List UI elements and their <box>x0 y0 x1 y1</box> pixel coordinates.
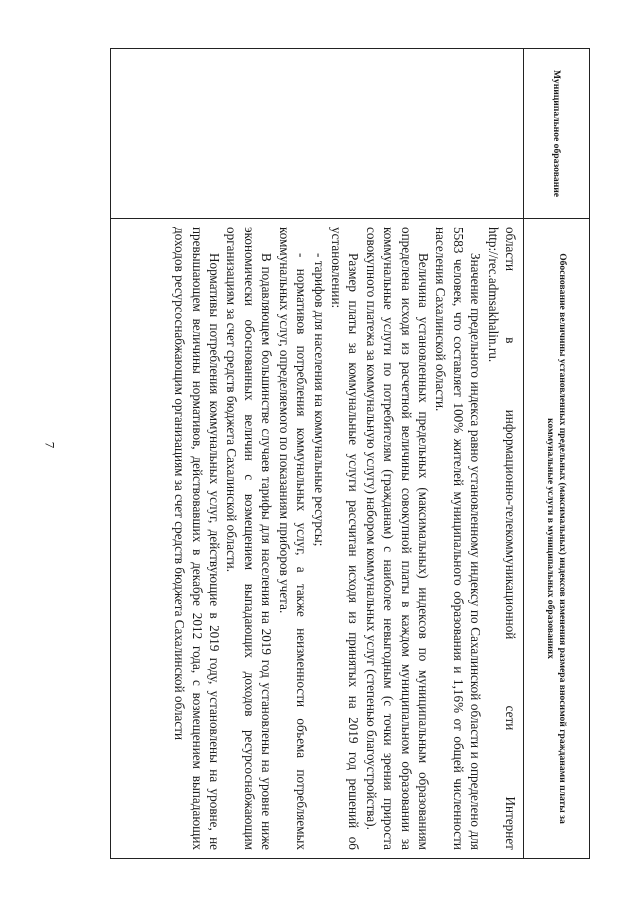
header-municipality: Муниципальное образование <box>524 49 590 219</box>
word: области <box>503 227 518 272</box>
indices-justification-table <box>110 48 590 859</box>
table-header-row <box>524 49 590 859</box>
word: Интернет <box>503 796 518 850</box>
cell-municipality <box>111 49 524 219</box>
page-number: 7 <box>42 441 58 449</box>
table-row <box>111 49 524 859</box>
cell-justification <box>111 219 524 859</box>
url-text: http://rec.admsakhalin.ru. <box>485 227 501 363</box>
rotated-page-content <box>110 48 590 858</box>
internet-line <box>502 227 519 850</box>
word: в <box>503 337 518 344</box>
paragraph: Размер платы за коммунальные услуги рассчитан исходя из принятых на 2019 год решений об установлении: <box>328 227 362 850</box>
paragraph: Величина установленных предельных (максимальных) индексов по муниципальным образованиям определена исходя из расчетной величины совокупной платы в каждом муниципальном образовании за коммунальные услуги по потребителям (гражданам) с наиболее невыгодным (с точки зрения прироста совокупного платежа за коммунальную услугу) набором коммунальных услуг (степенью благоустройства). <box>363 227 431 850</box>
paragraph: Значение предельного индекса равно установленному индексу по Сахалинской области и определено для 5583 человек, что составляет 100% жителей муниципального образования и 1,16% от общей численности населения Сахалинской области. <box>433 227 484 850</box>
bullet-item: - нормативов потребления коммунальных услуг, а также неизменности объема потребляемых коммунальных услуг, определяемого по показаниям приборов учета. <box>276 227 310 850</box>
paragraph: В подавляющем большинстве случаев тарифы для населения на 2019 год установлены на уровне ниже экономически обоснованных величин с возмещением выпадающих доходов ресурсоснабжающим организациям за счет средств бюджета Сахалинской области. <box>224 227 275 850</box>
word: информационно-телекоммуникационной <box>503 409 518 640</box>
paragraph: Нормативы потребления коммунальных услуг, действующие в 2019 году, установлены на уровне, не превышающем величины нормативов, действовавших в декабре 2012 года, с возмещением выпадающих доходов ресурсоснабжающим организациям за счет средств бюджета Сахалинской области <box>172 227 223 850</box>
word: сети <box>503 705 518 731</box>
bullet-item: - тарифов для населения на коммунальные ресурсы; <box>311 253 327 547</box>
header-justification: Обоснование величины установленных предельных (максимальных) индексов изменения размера вносимой гражданами платы за коммунальные услуги в муниципальных образованиях <box>524 219 590 859</box>
